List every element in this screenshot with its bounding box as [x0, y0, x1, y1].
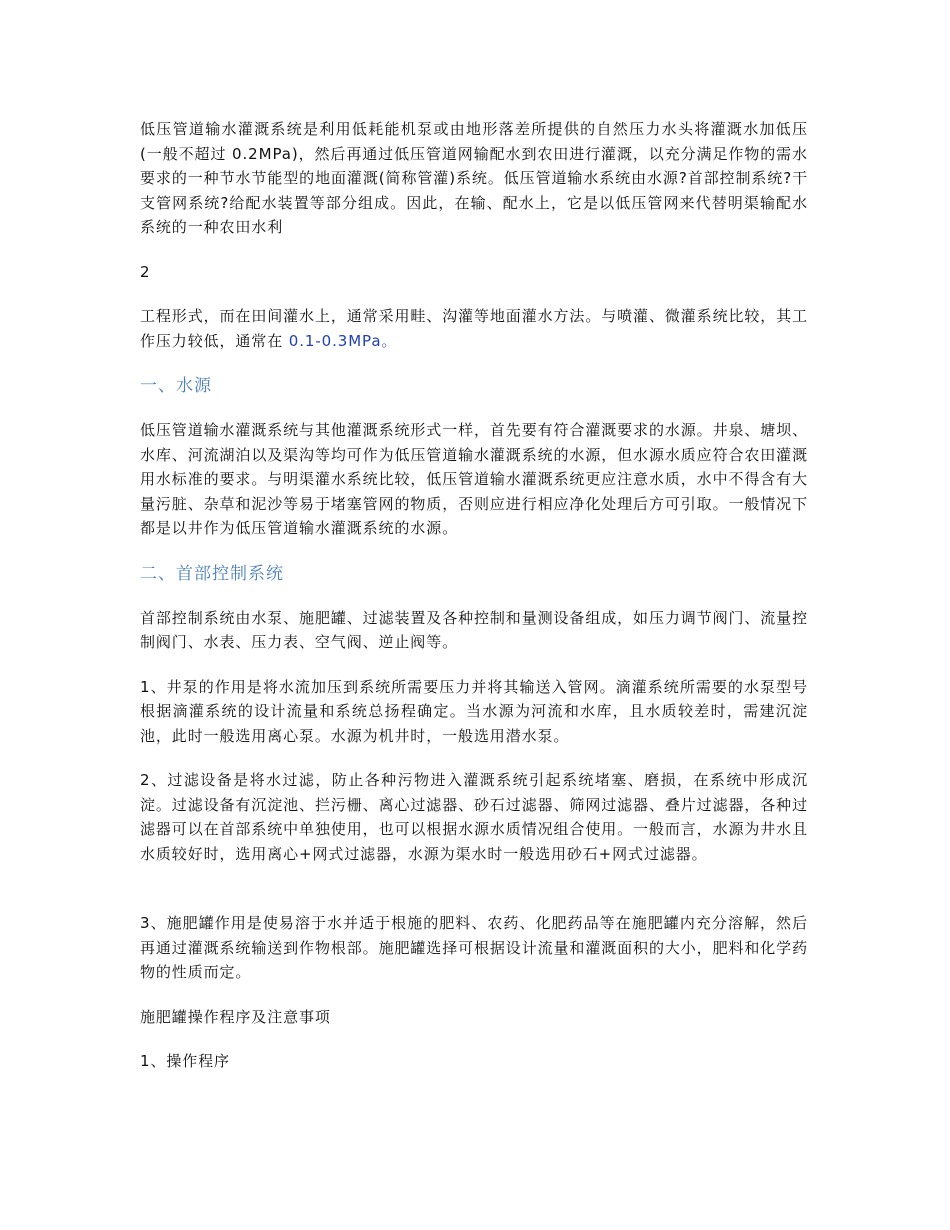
head-control-paragraph-filter: 2、过滤设备是将水过滤，防止各种污物进入灌溉系统引起系统堵塞、磨损，在系统中形成沉淀。过滤设备有沉淀池、拦污栅、离心过滤器、砂石过滤器、筛网过滤器、叠片过滤器，各种过滤器可以在首部系统中单独使用，也可以根据水源水质情况组合使用。一般而言，水源为井水且水质较好时，选用离心+网式过滤器，水源为渠水时一般选用砂石+网式过滤器。 — [140, 771, 808, 863]
intro-paragraph-1: 低压管道输水灌溉系统是利用低耗能机泵或由地形落差所提供的自然压力水头将灌溉水加低压(一般不超过 0.2MPa)，然后再通过低压管道网输配水到农田进行灌溉，以充分满足作物的需水要求的一种节水节能型的地面灌溉(简称管灌)系统。低压管道输水系统由水源?首部控制系统?干支管网系统?给配水装置等部分组成。因此，在输、配水上，它是以低压管网来代替明渠输配水系统的一种农田水利 — [140, 120, 808, 236]
head-control-paragraph-pump: 1、井泵的作用是将水流加压到系统所需要压力并将其输送入管网。滴灌系统所需要的水泵型号根据滴灌系统的设计流量和系统总扬程确定。当水源为河流和水库，且水质较差时，需建沉淀池，此时一般选用离心泵。水源为机井时，一般选用潜水泵。 — [140, 677, 808, 745]
operation-procedure-item: 1、操作程序 — [140, 1052, 230, 1070]
pressure-range-highlight: 0.1-0.3MPa。 — [288, 331, 398, 350]
intro-paragraph-2-text: 工程形式，而在田间灌水上，通常采用畦、沟灌等地面灌水方法。与喷灌、微灌系统比较，其工作压力较低，通常在 — [140, 307, 808, 350]
fertilizer-tank-subtitle: 施肥罐操作程序及注意事项 — [140, 1007, 331, 1026]
head-control-paragraph-1: 首部控制系统由水泵、施肥罐、过滤装置及各种控制和量测设备组成，如压力调节阀门、流量控制阀门、水表、压力表、空气阀、逆止阀等。 — [140, 608, 808, 651]
page-number: 2 — [140, 262, 151, 281]
intro-paragraph-2 — [140, 304, 808, 353]
head-control-paragraph-fertilizer: 3、施肥罐作用是使易溶于水并适于根施的肥料、农药、化肥药品等在施肥罐内充分溶解，然后再通过灌溉系统输送到作物根部。施肥罐选择可根据设计流量和灌溉面积的大小，肥料和化学药物的性质而定。 — [140, 914, 808, 981]
water-source-paragraph: 低压管道输水灌溉系统与其他灌溉系统形式一样，首先要有符合灌溉要求的水源。井泉、塘坝、水库、河流湖泊以及渠沟等均可作为低压管道输水灌溉系统的水源，但水源水质应符合农田灌溉用水标准的要求。与明渠灌水系统比较，低压管道输水灌溉系统更应注意水质，水中不得含有大量污脏、杂草和泥沙等易于堵塞管网的物质，否则应进行相应净化处理后方可引取。一般情况下都是以井作为低压管道输水灌溉系统的水源。 — [140, 421, 808, 537]
heading-head-control-system: 二、首部控制系统 — [140, 563, 284, 584]
heading-water-source: 一、水源 — [140, 376, 212, 396]
document-page — [140, 117, 808, 1094]
